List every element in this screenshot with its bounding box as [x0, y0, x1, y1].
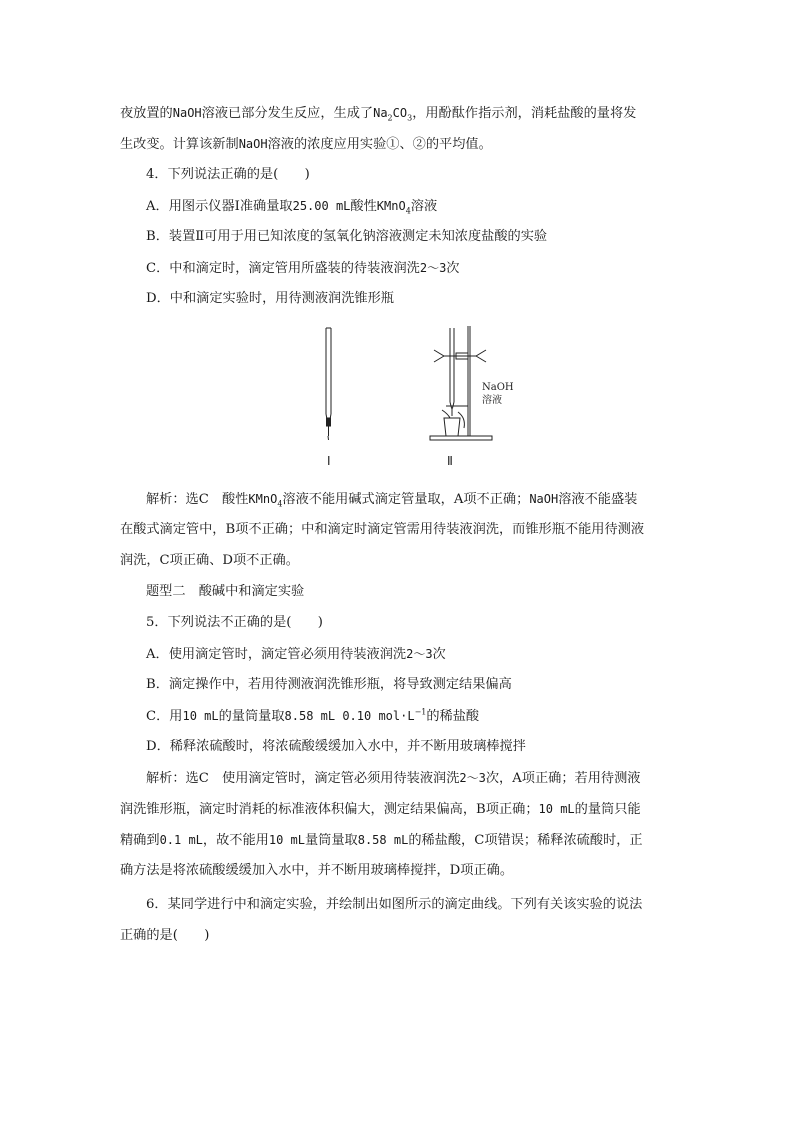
apparatus-figure — [300, 318, 540, 478]
question-4-option-c: C．中和滴定时，滴定管用所盛装的待装液润洗2～3次 — [146, 261, 460, 276]
question-5-option-a: A．使用滴定管时，滴定管必须用待装液润洗2～3次 — [146, 647, 446, 662]
burette-i — [326, 328, 331, 440]
analysis-4-line-3: 润洗，C项正确、D项不正确。 — [120, 553, 299, 568]
question-6-stem-line-2: 正确的是( ) — [120, 928, 210, 943]
text-line-1: 夜放置的NaOH溶液已部分发生反应，生成了$Na_2CO_3$，用酚酞作指示剂，消耗盐酸的量将发 — [120, 106, 637, 123]
question-5-option-d: D．稀释浓硫酸时，将浓硫酸缓缓加入水中，并不断用玻璃棒搅拌 — [146, 739, 526, 754]
analysis-5-line-3: 精确到0.1 mL，故不能用10 mL量筒量取8.58 mL的稀盐酸，C项错误；稀释浓硫酸时，正 — [120, 833, 643, 848]
analysis-5-line-2: 润洗锥形瓶，滴定时消耗的标准液体积偏大，测定结果偏高，B项正确；10 mL的量筒只能 — [120, 802, 641, 817]
question-6-stem-line-1: 6．某同学进行中和滴定实验，并绘制出如图所示的滴定曲线。下列有关该实验的说法 — [146, 897, 643, 912]
question-4-option-b: B．装置Ⅱ可用于用已知浓度的氢氧化钠溶液测定未知浓度盐酸的实验 — [146, 229, 548, 244]
caption-i: Ⅰ — [327, 454, 331, 468]
label-naoh: NaOH — [482, 382, 514, 393]
caption-ii: Ⅱ — [447, 454, 453, 468]
text-line-2: 生改变。计算该新制NaOH溶液的浓度应用实验①、②的平均值。 — [120, 137, 492, 152]
label-solution: 溶液 — [482, 395, 502, 406]
analysis-4-line-2: 在酸式滴定管中，B项不正确；中和滴定时滴定管需用待装液润洗，而锥形瓶不能用待测液 — [120, 522, 644, 537]
analysis-5-line-1: 解析：选C 使用滴定管时，滴定管必须用待装液润洗2～3次，A项正确；若用待测液 — [146, 771, 641, 786]
question-5-option-b: B．滴定操作中，若用待测液润洗锥形瓶，将导致测定结果偏高 — [146, 677, 512, 692]
question-4-stem: 4．下列说法正确的是( ) — [146, 167, 310, 182]
section-heading: 题型二 酸碱中和滴定实验 — [146, 584, 305, 599]
question-5-option-c: C．用10 mL的量筒量取8.58 mL 0.10 $mol\cdot L^{-1}$的稀盐酸 — [146, 707, 480, 724]
question-5-stem: 5．下列说法不正确的是( ) — [146, 615, 323, 630]
analysis-4-line-1: 解析：选C 酸性KMnO$_4$溶液不能用碱式滴定管量取，A项不正确；NaOH溶液不能盛装 — [146, 492, 638, 509]
question-4-option-a: A．用图示仪器Ⅰ准确量取25.00 mL酸性KMnO$_4$溶液 — [146, 199, 438, 216]
question-4-option-d: D．中和滴定实验时，用待测液润洗锥形瓶 — [146, 291, 394, 306]
apparatus-drawing — [300, 318, 540, 478]
analysis-5-line-4: 确方法是将浓硫酸缓缓加入水中，并不断用玻璃棒搅拌，D项正确。 — [120, 863, 514, 878]
